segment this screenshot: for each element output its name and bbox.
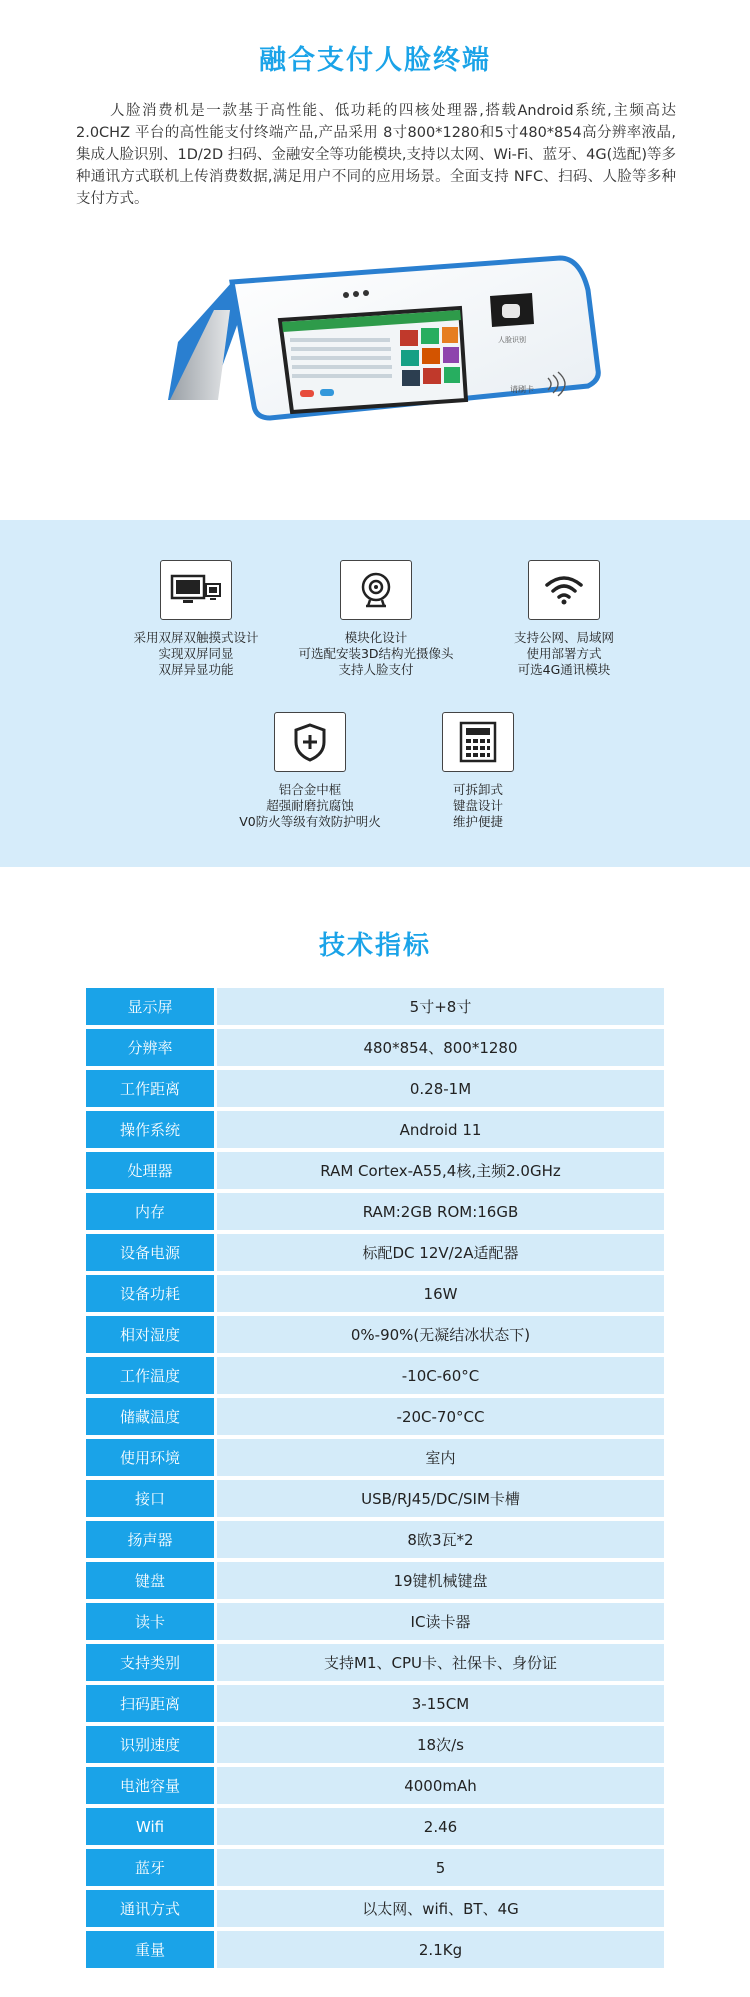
spec-row [86, 1316, 664, 1353]
spec-key: 内存 [86, 1193, 214, 1230]
spec-key: 扫码距离 [86, 1685, 214, 1722]
camera-dot [363, 290, 369, 296]
spec-value: 以太网、wifi、BT、4G [217, 1890, 664, 1927]
feature-line: V0防火等级有效防护明火 [239, 814, 381, 829]
spec-value: 3-15CM [217, 1685, 664, 1722]
spec-key: 键盘 [86, 1562, 214, 1599]
feature-line: 模块化设计 [344, 630, 408, 645]
spec-value: RAM:2GB ROM:16GB [217, 1193, 664, 1230]
screen-button [320, 389, 334, 396]
spec-value: 480*854、800*1280 [217, 1029, 664, 1066]
wifi-icon [528, 560, 600, 620]
spec-row [86, 1398, 664, 1435]
spec-value: 2.46 [217, 1808, 664, 1845]
spec-value: 5 [217, 1849, 664, 1886]
feature-line: 维护便捷 [452, 814, 503, 829]
spec-row [86, 1152, 664, 1189]
spec-key: 蓝牙 [86, 1849, 214, 1886]
spec-key: 处理器 [86, 1152, 214, 1189]
spec-key: 电池容量 [86, 1767, 214, 1804]
spec-key: 扬声器 [86, 1521, 214, 1558]
spec-key: 通讯方式 [86, 1890, 214, 1927]
feature-keyboard [368, 712, 588, 830]
spec-key: 识别速度 [86, 1726, 214, 1763]
spec-key: 重量 [86, 1931, 214, 1968]
feature-line: 可选4G通讯模块 [517, 662, 611, 677]
spec-row [86, 1439, 664, 1476]
keypad-icon [442, 712, 514, 772]
camera-icon [340, 560, 412, 620]
spec-value: 8欧3瓦*2 [217, 1521, 664, 1558]
feature-line: 采用双屏双触摸式设计 [133, 630, 259, 645]
spec-value: Android 11 [217, 1111, 664, 1148]
spec-row [86, 1603, 664, 1640]
spec-row [86, 1644, 664, 1681]
page-title: 融合支付人脸终端 [259, 45, 491, 76]
feature-modular [266, 560, 486, 678]
spec-row [86, 1726, 664, 1763]
spec-key: 储藏温度 [86, 1398, 214, 1435]
spec-value: -10C-60°C [217, 1357, 664, 1394]
spec-value: 2.1Kg [217, 1931, 664, 1968]
feature-line: 实现双屏同显 [158, 646, 234, 661]
feature-line: 铝合金中框 [278, 782, 342, 797]
spec-key: 设备电源 [86, 1234, 214, 1271]
spec-value: 5寸+8寸 [217, 988, 664, 1025]
spec-value: -20C-70°CC [217, 1398, 664, 1435]
specs-title: 技术指标 [318, 931, 431, 961]
camera-dot [353, 291, 359, 297]
product-image [160, 250, 610, 475]
spec-row [86, 1070, 664, 1107]
feature-text [454, 630, 674, 678]
spec-value: 室内 [217, 1439, 664, 1476]
feature-line: 超强耐磨抗腐蚀 [266, 798, 354, 813]
spec-key: 读卡 [86, 1603, 214, 1640]
shield-plus-icon [274, 712, 346, 772]
spec-row [86, 988, 664, 1025]
feature-line: 键盘设计 [452, 798, 503, 813]
feature-line: 支持人脸支付 [338, 662, 414, 677]
spec-value: 标配DC 12V/2A适配器 [217, 1234, 664, 1271]
spec-row [86, 1193, 664, 1230]
feature-text [266, 630, 486, 678]
feature-line: 可拆卸式 [452, 782, 503, 797]
feature-band [0, 520, 750, 867]
spec-value: 18次/s [217, 1726, 664, 1763]
spec-row [86, 1111, 664, 1148]
feature-text [368, 782, 588, 830]
feature-network [454, 560, 674, 678]
spec-value: 0.28-1M [217, 1070, 664, 1107]
spec-row [86, 1480, 664, 1517]
spec-key: 工作距离 [86, 1070, 214, 1107]
spec-row [86, 1685, 664, 1722]
spec-row [86, 1562, 664, 1599]
spec-key: 接口 [86, 1480, 214, 1517]
spec-key: 工作温度 [86, 1357, 214, 1394]
intro-paragraph: 人脸消费机是一款基于高性能、低功耗的四核处理器,搭载Android系统,主频高达2.0CHZ 平台的高性能支付终端产品,产品采用 8寸800*1280和5寸480*854高分辨率液晶,集成人脸识别、1D/2D 扫码、金融安全等功能模块,支持以太网、Wi-Fi、蓝牙、4G(选配)等多种通讯方式联机上传消费数据,满足用户不同的应用场景。全面支持 NFC、扫码、人脸等多种支付方式。 [76, 103, 676, 207]
face-camera-lens [502, 304, 520, 318]
nfc-label: 请刷卡 [510, 385, 534, 394]
spec-row [86, 1521, 664, 1558]
spec-row [86, 1767, 664, 1804]
spec-key: 显示屏 [86, 988, 214, 1025]
feature-line: 使用部署方式 [526, 646, 602, 661]
spec-key: 使用环境 [86, 1439, 214, 1476]
spec-value: USB/RJ45/DC/SIM卡槽 [217, 1480, 664, 1517]
spec-row [86, 1275, 664, 1312]
spec-value: IC读卡器 [217, 1603, 664, 1640]
face-label: 人脸识别 [498, 336, 526, 344]
spec-value: 16W [217, 1275, 664, 1312]
spec-key: Wifi [86, 1808, 214, 1845]
spec-row [86, 1234, 664, 1271]
spec-value: 0%-90%(无凝结冰状态下) [217, 1316, 664, 1353]
spec-row [86, 1849, 664, 1886]
spec-row [86, 1931, 664, 1968]
spec-key: 设备功耗 [86, 1275, 214, 1312]
spec-row [86, 1029, 664, 1066]
feature-line: 支持公网、局域网 [513, 630, 614, 645]
spec-key: 支持类别 [86, 1644, 214, 1681]
spec-key: 分辨率 [86, 1029, 214, 1066]
spec-value: 支持M1、CPU卡、社保卡、身份证 [217, 1644, 664, 1681]
specs-table [86, 988, 664, 1972]
spec-value: 4000mAh [217, 1767, 664, 1804]
spec-row [86, 1808, 664, 1845]
spec-value: 19键机械键盘 [217, 1562, 664, 1599]
dual-monitor-icon [160, 560, 232, 620]
camera-dot [343, 292, 349, 298]
spec-key: 操作系统 [86, 1111, 214, 1148]
screen-product-grid [400, 327, 460, 386]
feature-line: 双屏异显功能 [158, 662, 234, 677]
spec-value: RAM Cortex-A55,4核,主频2.0GHz [217, 1152, 664, 1189]
spec-row [86, 1890, 664, 1927]
spec-key: 相对湿度 [86, 1316, 214, 1353]
spec-row [86, 1357, 664, 1394]
screen-button [300, 390, 314, 397]
feature-line: 可选配安装3D结构光摄像头 [298, 646, 454, 661]
